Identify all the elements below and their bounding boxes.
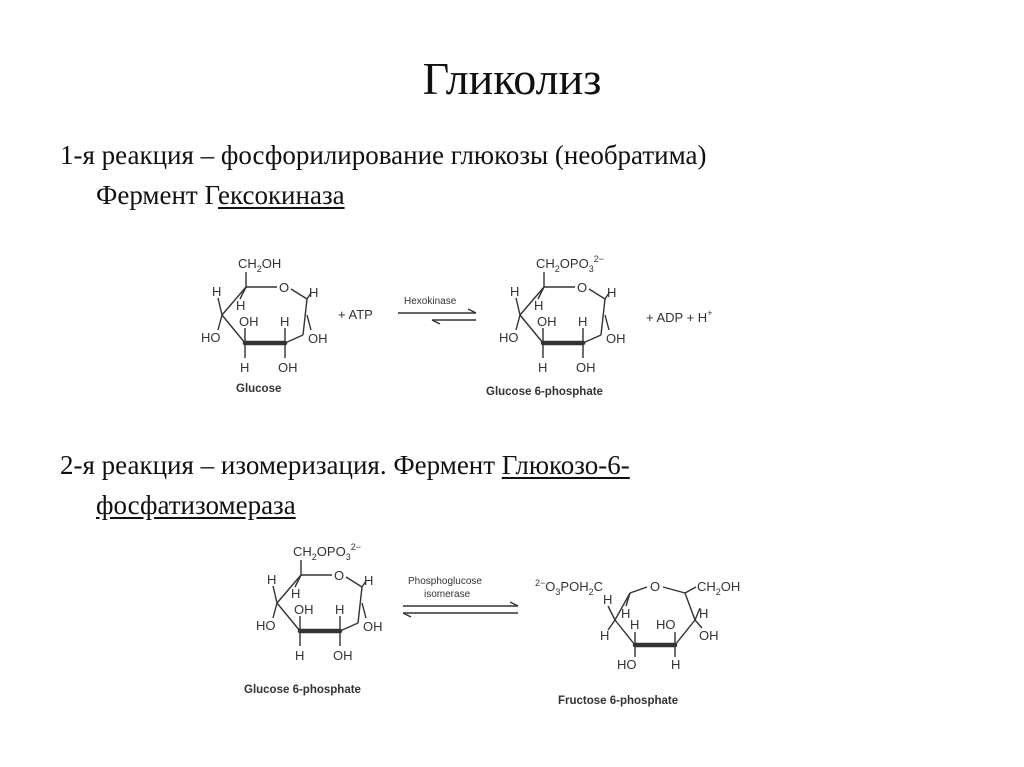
g6p2-c2-oh: OH <box>333 648 353 663</box>
g6p-c4-ho: HO <box>499 330 519 345</box>
glucose-ch2oh-label: $CH_2OH$ <box>238 256 282 274</box>
glucose-c3-oh: OH <box>239 314 259 329</box>
g6p-c5-h: H <box>534 298 544 313</box>
glucose-6-phosphate-structure <box>486 254 626 398</box>
f6p-c2-oh: OH <box>699 628 719 643</box>
g6p2-c4-ho: HO <box>256 618 276 633</box>
page-title: Гликолиз <box>422 53 602 104</box>
reaction1-description: 1-я реакция – фосфорилирование глюкозы (необратима) <box>60 140 707 170</box>
glucose-6-phosphate-structure-2 <box>244 542 383 696</box>
f6p-c4-substituent-h: H <box>630 617 640 632</box>
glucose-c1-oh: OH <box>308 331 328 346</box>
f6p-c3-ho: HO <box>656 617 676 632</box>
f6p-c4-h: H <box>600 628 610 643</box>
glucose-c5-h: H <box>236 298 246 313</box>
g6p2-ch2opo3-label: $CH_2OPO_3^{2-}$ <box>293 542 361 562</box>
g6p2-c3-oh: OH <box>294 602 314 617</box>
reaction1-enzyme-prefix: Фермент Г <box>96 180 219 210</box>
plus-adp-h: + ADP + H+ <box>646 308 713 325</box>
hexokinase-label: Hexokinase <box>404 296 457 307</box>
f6p-left-group-label: $^{2-}O_3POH_2C$ <box>535 578 603 597</box>
f6p-c5-h: H <box>621 606 631 621</box>
g6p-ring-oxygen: O <box>577 280 588 295</box>
g6p-caption: Glucose 6-phosphate <box>486 386 603 398</box>
g6p-c2-oh: OH <box>576 360 596 375</box>
f6p-c4-h-top: H <box>603 592 613 607</box>
glucose-c2-oh: OH <box>278 360 298 375</box>
g6p-c1-oh: OH <box>606 331 626 346</box>
g6p2-ring-oxygen: O <box>334 568 345 583</box>
glucose-c4-ho: HO <box>201 330 221 345</box>
glucose-c4-h: H <box>212 284 222 299</box>
g6p-c2-h: H <box>578 314 588 329</box>
glucose-ring-oxygen: O <box>279 280 290 295</box>
g6p2-c1-oh: OH <box>363 619 383 634</box>
reaction2-enzyme-part1: Глюкозо-6- <box>501 450 630 480</box>
reaction2-enzyme-part2: фосфатизомераза <box>96 490 296 520</box>
plus-atp: + ATP <box>338 307 373 322</box>
g6p2-c1-h: H <box>364 573 374 588</box>
fructose-6-phosphate-structure <box>535 578 740 707</box>
isomerase-label-line1: Phosphoglucose <box>408 576 482 587</box>
g6p2-c2-h: H <box>335 602 345 617</box>
f6p-ch2oh-label: $CH_2OH$ <box>697 579 741 597</box>
g6p2-c4-h: H <box>267 572 277 587</box>
f6p-c4-ho: HO <box>617 657 637 672</box>
g6p2-c3-h: H <box>295 648 305 663</box>
glucose-c1-h: H <box>309 285 319 300</box>
f6p-caption: Fructose 6-phosphate <box>558 695 679 707</box>
g6p-c4-h: H <box>510 284 520 299</box>
g6p-ch2opo3-label: $CH_2OPO_3^{2-}$ <box>536 254 604 274</box>
g6p-c3-oh: OH <box>537 314 557 329</box>
f6p-c2-h: H <box>699 606 709 621</box>
glucose-caption: Glucose <box>236 383 282 395</box>
isomerase-label-line2: isomerase <box>424 589 471 600</box>
isomerase-arrow <box>403 576 518 617</box>
g6p-c3-h: H <box>538 360 548 375</box>
g6p2-caption: Glucose 6-phosphate <box>244 684 361 696</box>
f6p-ring-oxygen: O <box>650 579 661 594</box>
glucose-structure <box>201 256 328 395</box>
g6p-c1-h: H <box>607 285 617 300</box>
hexokinase-arrow <box>398 296 476 324</box>
f6p-c3-h: H <box>671 657 681 672</box>
g6p2-c5-h: H <box>291 586 301 601</box>
reaction2-prefix: 2-я реакция – изомеризация. Фермент <box>60 450 502 480</box>
glucose-c3-h: H <box>240 360 250 375</box>
glucose-c2-h: H <box>280 314 290 329</box>
reaction1-enzyme-name: ексокиназа <box>218 180 345 210</box>
